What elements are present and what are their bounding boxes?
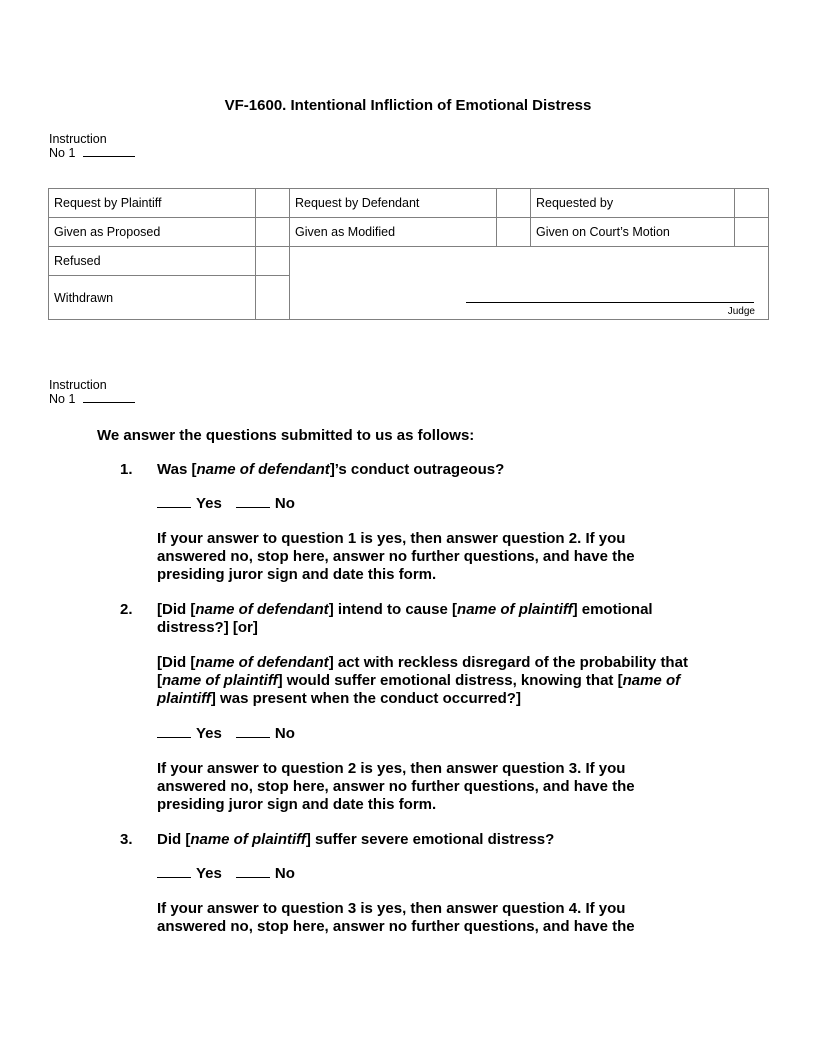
- request-by-defendant-label: Request by Defendant: [290, 189, 497, 218]
- instruction-block-top: [49, 132, 135, 160]
- requested-by-label: Requested by: [531, 189, 735, 218]
- judge-label: Judge: [727, 306, 755, 317]
- no-blank[interactable]: [236, 495, 270, 508]
- no-label: No: [274, 495, 295, 512]
- request-by-defendant-checkbox[interactable]: [497, 189, 531, 218]
- question-1-instructions: If your answer to question 1 is yes, then answer question 2. If you answered no, stop here, answer no further questions, and have the presiding juror sign and date this form.: [157, 530, 635, 583]
- instruction-label: Instruction: [49, 132, 107, 146]
- given-as-proposed-checkbox[interactable]: [256, 218, 290, 247]
- question-1-answer: [157, 495, 717, 513]
- withdrawn-label: Withdrawn: [49, 276, 256, 320]
- instruction-no: No 1: [49, 146, 76, 160]
- page-title: VF-1600. Intentional Infliction of Emotional Distress: [224, 97, 592, 114]
- no-blank[interactable]: [236, 865, 270, 878]
- request-by-plaintiff-label: Request by Plaintiff: [49, 189, 256, 218]
- question-3-answer: [157, 865, 717, 883]
- question-3-number: 3.: [120, 831, 133, 848]
- instruction-no: No 1: [49, 392, 76, 406]
- question-1-number: 1.: [120, 461, 133, 478]
- instruction-number-field[interactable]: [83, 146, 135, 157]
- question-3-instructions: If your answer to question 3 is yes, then answer question 4. If you answered no, stop here, answer no further questions, and have the: [157, 900, 635, 935]
- refused-checkbox[interactable]: [256, 247, 290, 276]
- question-2-option-b: [Did [name of defendant] act with reckless disregard of the probability that [name of plaintiff] would suffer emotional distress, knowing that [name of plaintiff] was present when the conduct occurred?]: [157, 654, 688, 707]
- yes-blank[interactable]: [157, 865, 191, 878]
- withdrawn-checkbox[interactable]: [256, 276, 290, 320]
- no-label: No: [274, 725, 295, 742]
- judge-signature-line[interactable]: [466, 302, 754, 303]
- yes-label: Yes: [196, 725, 222, 742]
- request-by-plaintiff-checkbox[interactable]: [256, 189, 290, 218]
- refused-label: Refused: [49, 247, 256, 276]
- question-2-option-a: [Did [name of defendant] intend to cause [name of plaintiff] emotional distress?] [or]: [157, 601, 653, 636]
- given-as-modified-checkbox[interactable]: [497, 218, 531, 247]
- question-2-answer: [157, 725, 717, 743]
- question-2-number: 2.: [120, 601, 133, 618]
- given-as-proposed-label: Given as Proposed: [49, 218, 256, 247]
- given-on-courts-motion-label: Given on Court’s Motion: [531, 218, 735, 247]
- given-on-courts-motion-checkbox[interactable]: [735, 218, 769, 247]
- given-as-modified-label: Given as Modified: [290, 218, 497, 247]
- yes-label: Yes: [196, 865, 222, 882]
- question-2-instructions: If your answer to question 2 is yes, then answer question 3. If you answered no, stop here, answer no further questions, and have the presiding juror sign and date this form.: [157, 760, 635, 813]
- instruction-label: Instruction: [49, 378, 107, 392]
- question-1-text: Was [name of defendant]’s conduct outrageous?: [157, 461, 505, 478]
- instruction-block-bottom: [49, 378, 135, 406]
- question-3-text: Did [name of plaintiff] suffer severe emotional distress?: [157, 831, 555, 848]
- judge-signature-cell: [290, 247, 769, 320]
- yes-blank[interactable]: [157, 495, 191, 508]
- no-label: No: [274, 865, 295, 882]
- no-blank[interactable]: [236, 725, 270, 738]
- yes-blank[interactable]: [157, 725, 191, 738]
- yes-label: Yes: [196, 495, 222, 512]
- instruction-number-field[interactable]: [83, 392, 135, 403]
- instruction-disposition-table: [48, 188, 769, 320]
- intro-text: We answer the questions submitted to us as follows:: [97, 427, 475, 444]
- requested-by-checkbox[interactable]: [735, 189, 769, 218]
